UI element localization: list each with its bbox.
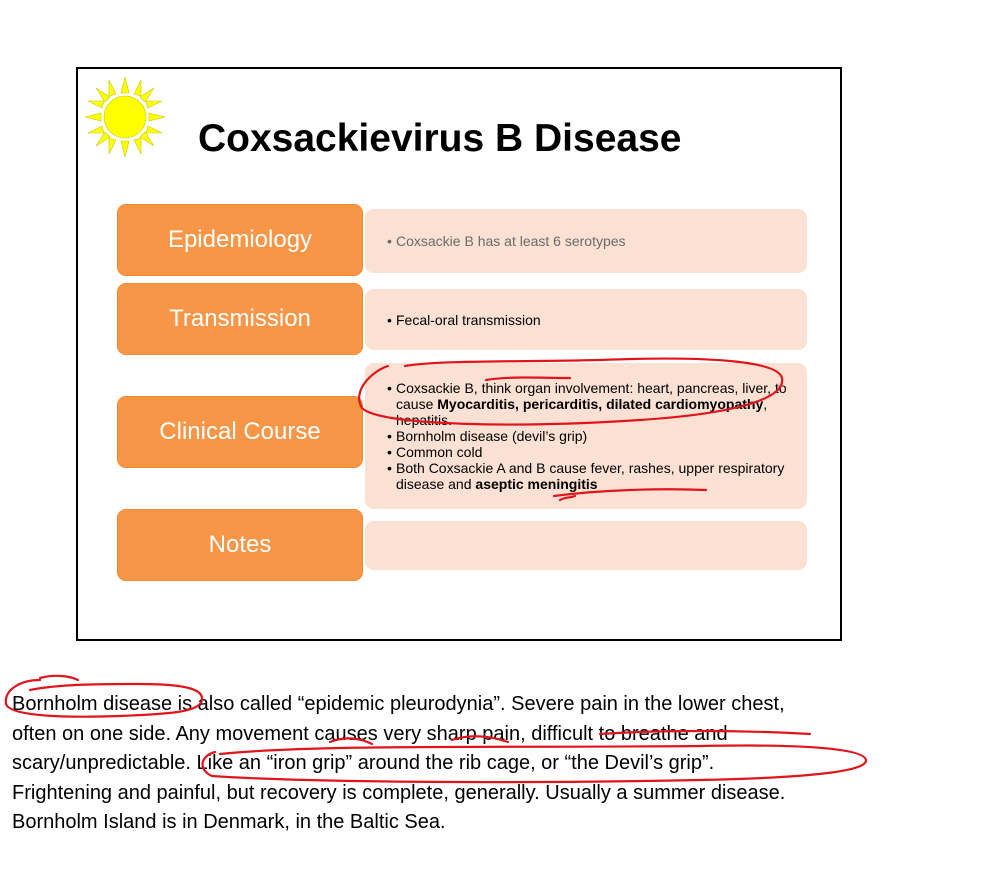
row-content-transmission: [365, 289, 807, 350]
row-label-notes: Notes: [117, 509, 363, 581]
row-label-transmission: Transmission: [117, 283, 363, 355]
notes-line: often on one side. Any movement causes very sharp pain, difficult to breathe and: [12, 722, 728, 745]
bullet-item: • Coxsackie B, think organ involvement: heart, pancreas, liver, to cause Myocarditis, pericarditis, dilated cardiomyopathy, hepatitis.: [387, 380, 789, 428]
slide-frame: [76, 67, 842, 641]
bullet-item: • Common cold: [387, 444, 789, 460]
row-content-epidemiology: [365, 209, 807, 273]
bullet-item: • Bornholm disease (devil’s grip): [387, 428, 789, 444]
notes-line: Frightening and painful, but recovery is complete, generally. Usually a summer disease.: [12, 781, 786, 804]
row-label-clinical-course: Clinical Course: [117, 396, 363, 468]
bullet-item: • Fecal-oral transmission: [387, 312, 785, 328]
slide-title: Coxsackievirus B Disease: [198, 117, 682, 160]
notes-paragraph: [12, 690, 952, 838]
row-content-clinical-course: [365, 363, 807, 509]
sun-icon: [83, 75, 167, 159]
notes-line: Bornholm Island is in Denmark, in the Baltic Sea.: [12, 811, 446, 833]
bullet-item: • Both Coxsackie A and B cause fever, rashes, upper respiratory disease and aseptic meningitis: [387, 460, 789, 492]
row-label-epidemiology: Epidemiology: [117, 204, 363, 276]
ink-mark-bornholm: [40, 676, 78, 680]
notes-line: scary/unpredictable. Like an “iron grip” around the rib cage, or “the Devil’s grip”.: [12, 752, 715, 774]
bullet-item: • Coxsackie B has at least 6 serotypes: [387, 233, 785, 249]
row-content-notes: [365, 521, 807, 570]
notes-line: Bornholm disease is also called “epidemic pleurodynia”. Severe pain in the lower chest,: [12, 693, 785, 715]
